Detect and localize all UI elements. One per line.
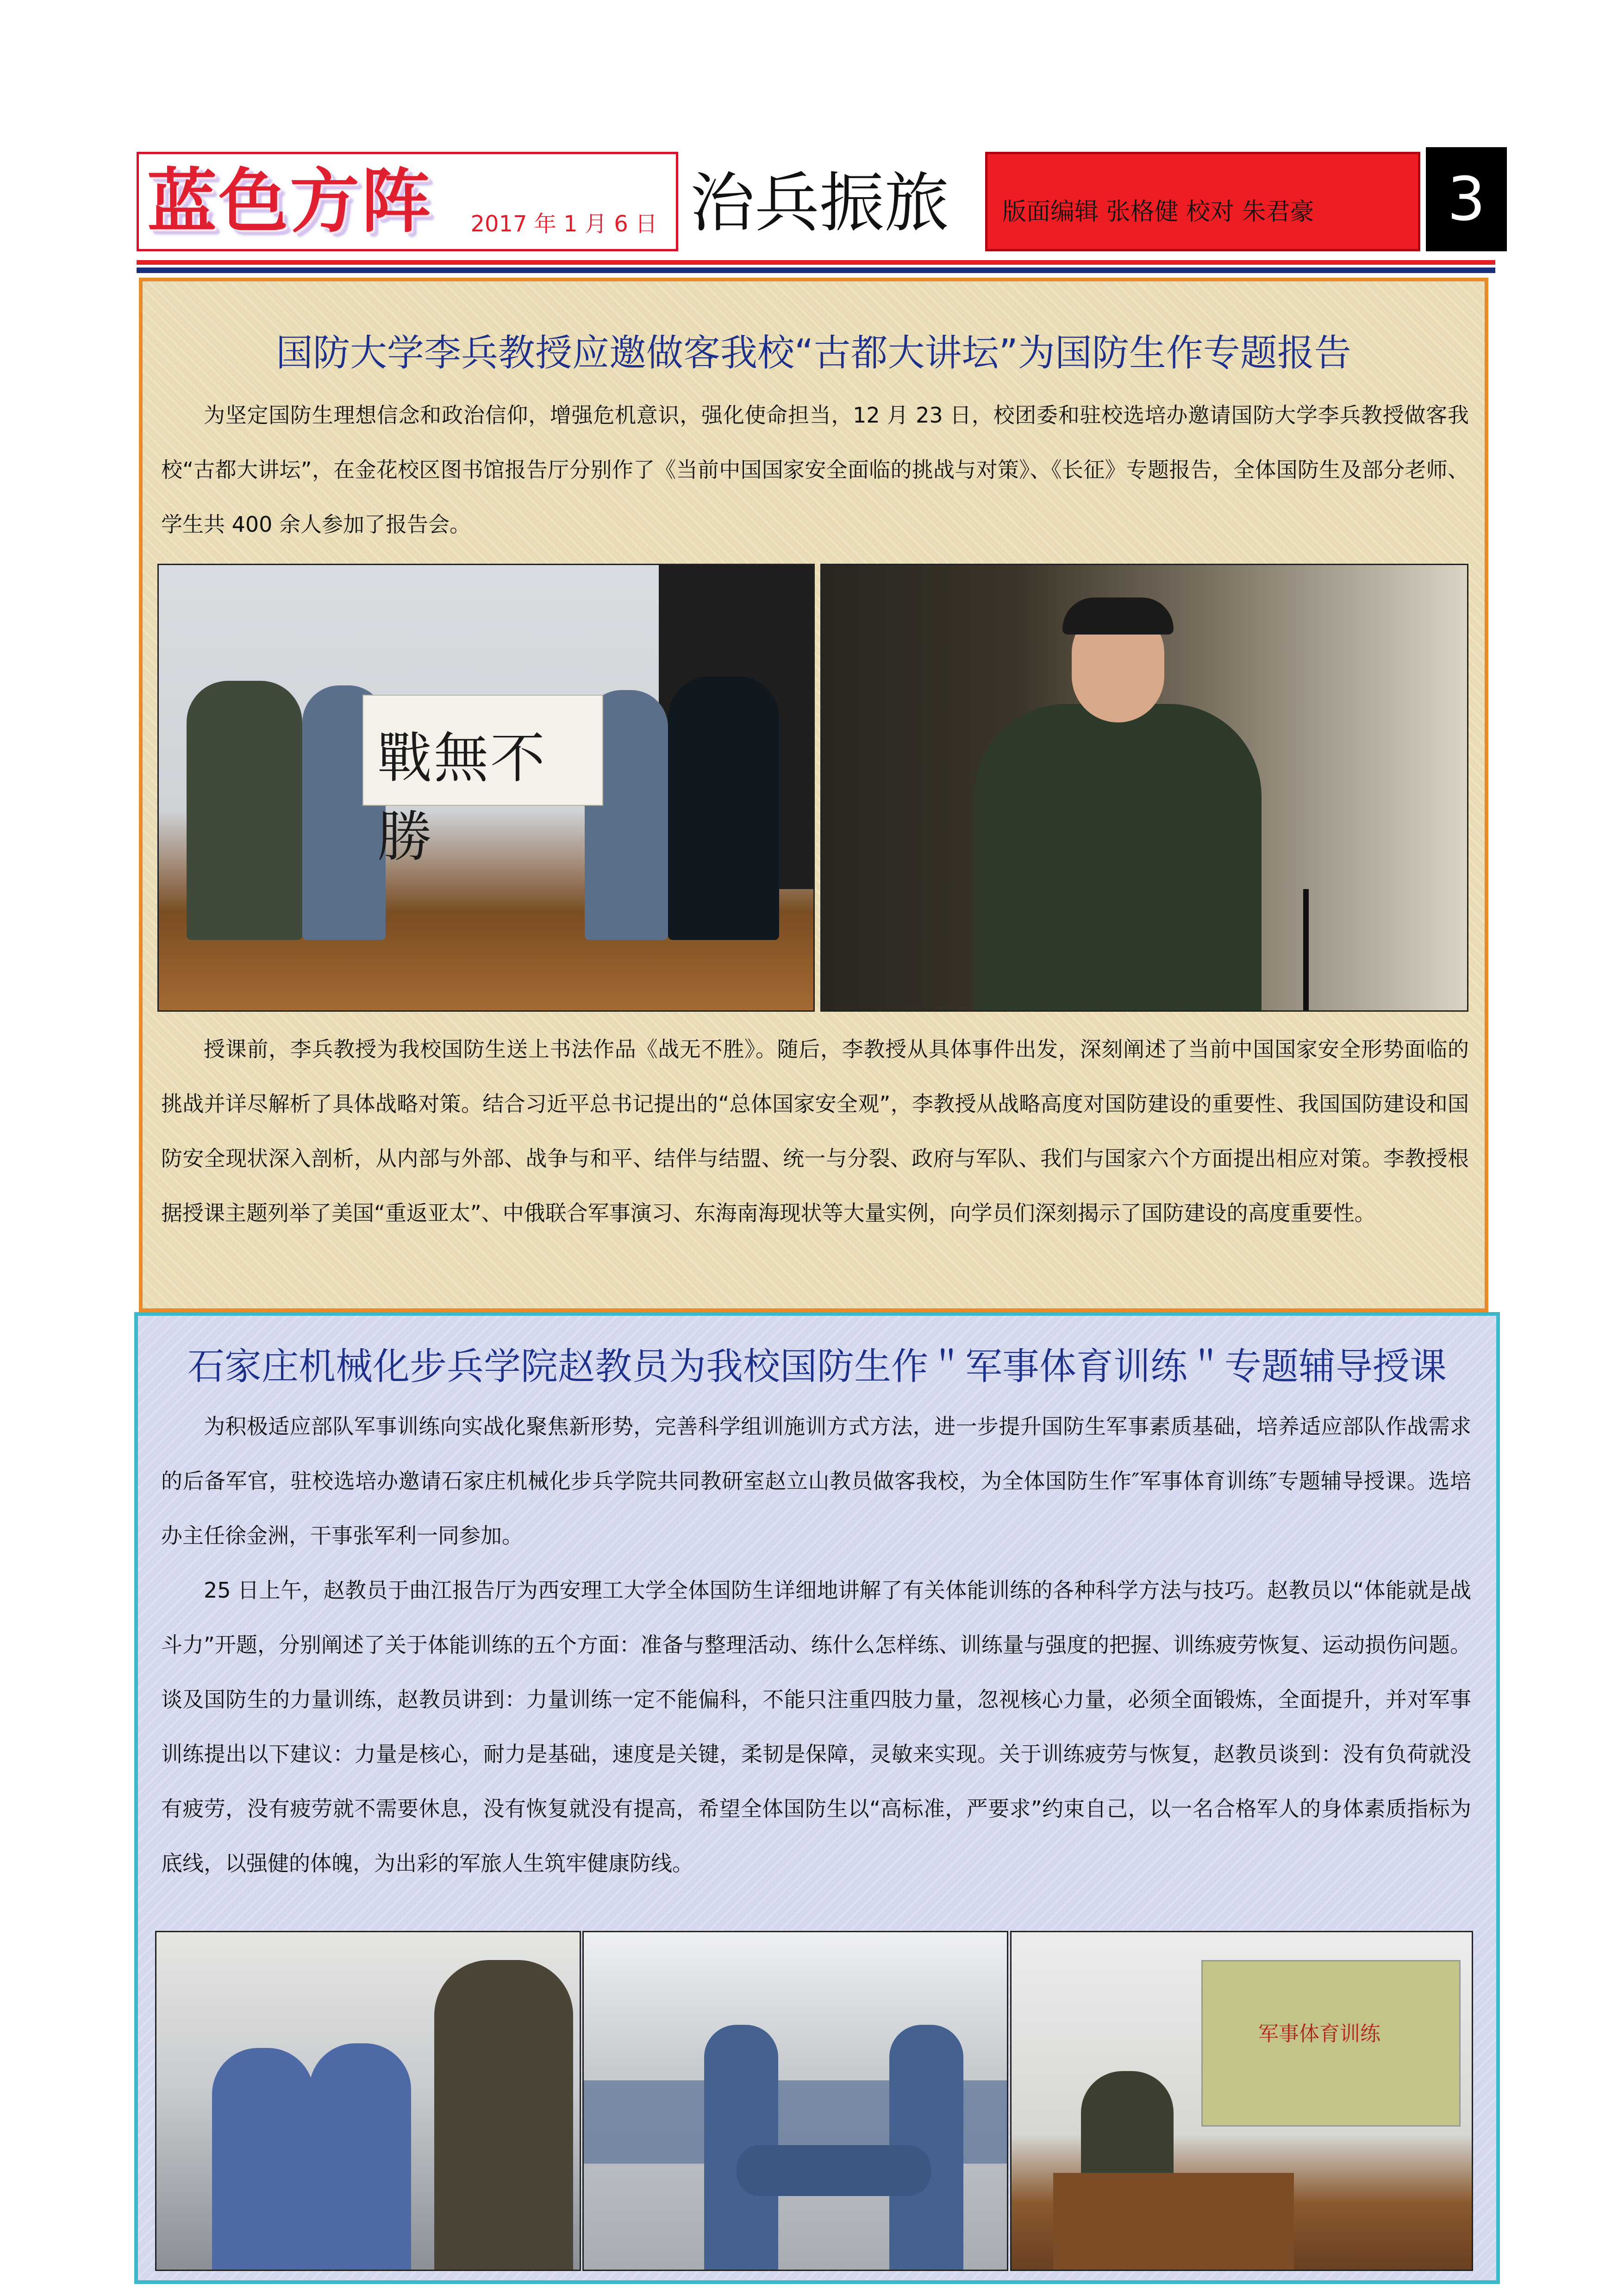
article1-intro-paragraph: 为坚定国防生理想信念和政治信仰，增强危机意识，强化使命担当，12 月 23 日，校团委和驻校选培办邀请国防大学李兵教授做客我校“古都大讲坛”，在金花校区图书馆报告厅分别作了《当前中国国家安全面临的挑战与对策》、《长征》专题报告，全体国防生及部分老师、学生共 400 余人参加了报告会。 <box>161 403 1469 537</box>
article2-paragraph-1: 为积极适应部队军事训练向实战化聚焦新形势，完善科学组训施训方式方法，进一步提升国防生军事素质基础，培养适应部队作战需求的后备军官，驻校选培办邀请石家庄机械化步兵学院共同教研室赵立山教员做客我校，为全体国防生作″军事体育训练″专题辅导授课。选培办主任徐金洲，干事张军利一同参加。 <box>161 1414 1471 1548</box>
newspaper-brand: 蓝色方阵 <box>147 162 433 242</box>
article1-body-paragraph: 授课前，李兵教授为我校国防生送上书法作品《战无不胜》。随后，李教授从具体事件出发，深刻阐述了当前中国国家安全形势面临的挑战并详尽解析了具体战略对策。结合习近平总书记提出的“总体国家安全观”，李教授从战略高度对国防建设的重要性、我国国防建设和国防安全现状深入剖析，从内部与外部、战争与和平、结伴与结盟、统一与分裂、政府与军队、我们与国家六个方面提出相应对策。李教授根据授课主题列举了美国“重返亚太”、中俄联合军事演习、东海南海现状等大量实例，向学员们深刻揭示了国防建设的高度重要性。 <box>161 1037 1469 1226</box>
photo-calligraphy-presentation <box>157 564 815 1012</box>
article2-body <box>161 1399 1471 1891</box>
article1-intro <box>161 388 1469 552</box>
editor-credits: 版面编辑 张格健 校对 朱君豪 <box>1002 198 1314 226</box>
masthead-right-panel <box>985 152 1420 251</box>
article2-paragraph-2: 25 日上午，赵教员于曲江报告厅为西安理工大学全体国防生详细地讲解了有关体能训练的各种科学方法与技巧。赵教员以“体能就是战斗力”开题，分别阐述了关于体能训练的五个方面：准备与整理活动、练什么怎样练、训练量与强度的把握、训练疲劳恢复、运动损伤问题。谈及国防生的力量训练，赵教员讲到：力量训练一定不能偏科，不能只注重四肢力量，忽视核心力量，必须全面锻炼，全面提升，并对军事训练提出以下建议：力量是核心，耐力是基础，速度是关键，柔韧是保障，灵敏来实现。关于训练疲劳与恢复，赵教员谈到：没有负荷就没有疲劳，没有疲劳就不需要休息，没有恢复就没有提高，希望全体国防生以“高标准，严要求”约束自己，以一名合格军人的身体素质指标为底线，以强健的体魄，为出彩的军旅人生筑牢健康防线。 <box>161 1578 1471 1876</box>
photo-stretcher-carry-drill <box>582 1931 1008 2271</box>
article2-headline: 石家庄机械化步兵学院赵教员为我校国防生作＂军事体育训练＂专题辅导授课 <box>187 1345 1447 1388</box>
projected-slide-title: 军事体育训练 <box>1258 2022 1380 2046</box>
header-rule-navy <box>137 268 1495 273</box>
photo-professor-speaking <box>820 564 1468 1012</box>
photo-instructor-at-podium <box>1010 1931 1473 2271</box>
header-rule-red <box>137 260 1495 265</box>
article1-body <box>161 1022 1469 1240</box>
calligraphy-characters: 戰無不勝 <box>377 726 547 869</box>
photo-cadets-with-instructor <box>155 1931 581 2271</box>
article1-headline: 国防大学李兵教授应邀做客我校“古都大讲坛”为国防生作专题报告 <box>276 331 1351 374</box>
issue-date: 2017 年 1 月 6 日 <box>470 211 657 237</box>
masthead-left-panel <box>137 152 678 251</box>
page-number: 3 <box>1426 147 1507 251</box>
column-title: 治兵振旅 <box>690 166 949 241</box>
